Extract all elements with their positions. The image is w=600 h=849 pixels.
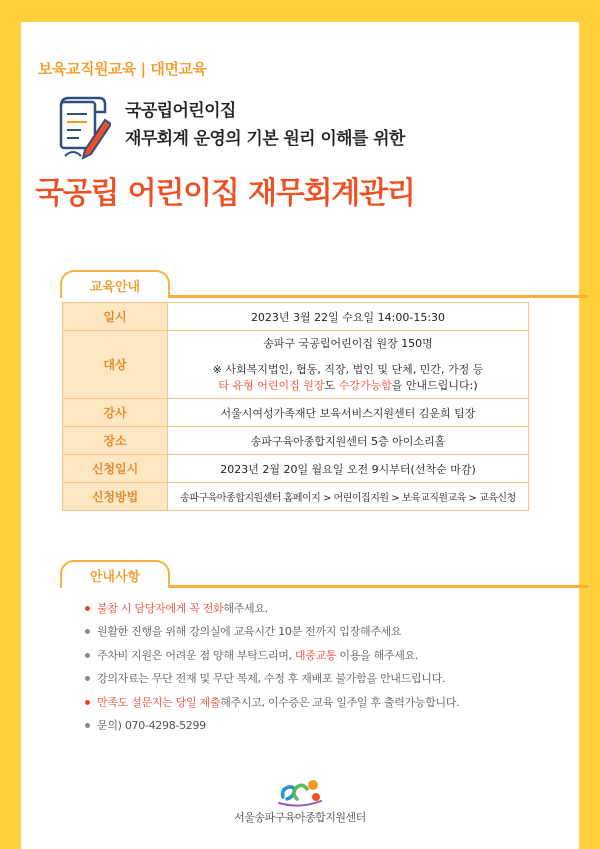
list-item	[85, 597, 459, 620]
education-info-table	[62, 302, 529, 511]
table-row-lecturer	[63, 399, 529, 427]
bullet-icon	[85, 723, 90, 728]
table-row-apply-date	[63, 455, 529, 483]
bullet-icon	[85, 629, 90, 634]
section-rule	[168, 295, 588, 298]
target-text-mid: 도	[324, 378, 339, 392]
bullet-icon	[85, 676, 90, 681]
row-value: 서울시여성가족재단 보육서비스지원센터 김운희 팀장	[168, 399, 529, 427]
target-highlight-2: 수강가능함	[338, 378, 392, 392]
list-item	[85, 691, 459, 714]
notice-highlight: 대중교통	[294, 648, 337, 662]
bullet-icon	[85, 606, 90, 611]
target-highlight-1: 타 유형 어린이집 원장	[218, 378, 325, 392]
row-key: 대상	[63, 331, 168, 399]
row-value: 송파구육아종합지원센터 5층 아이소리홀	[168, 427, 529, 455]
table-row-target	[63, 331, 529, 399]
notice-text: 이용을 해주세요.	[336, 648, 419, 662]
row-key: 신청방법	[63, 483, 168, 511]
organization-name: 서울송파구육아종합지원센터	[234, 811, 366, 824]
table-row-place	[63, 427, 529, 455]
row-key: 일시	[63, 303, 168, 331]
poster-kicker: 보육교직원교육 | 대면교육	[38, 60, 207, 78]
notice-text: 해주시고, 이수증은 교육 일주일 후 출력가능합니다.	[220, 695, 460, 709]
target-text-end: 을 안내드립니다:)	[391, 378, 478, 392]
row-value: 송파구육아종합지원센터 홈페이지 > 어린이집지원 > 보육교직원교육 > 교육신청	[168, 483, 529, 511]
row-key: 장소	[63, 427, 168, 455]
target-line-3	[172, 378, 524, 394]
section-rule	[168, 585, 588, 588]
row-key: 신청일시	[63, 455, 168, 483]
notice-highlight: 만족도 설문지는 당일 제출	[97, 695, 221, 709]
list-item	[85, 714, 459, 737]
notice-highlight: 불참 시 담당자에게 꼭 전화	[97, 602, 224, 615]
row-value: 2023년 2월 20일 월요일 오전 9시부터(선착순 마감)	[168, 455, 529, 483]
notices-label: 안내사항	[60, 560, 170, 588]
bullet-icon	[85, 700, 90, 705]
notice-text: 강의자료는 무단 전재 및 무단 복제, 수정 후 재배포 불가함을 안내드립니다.	[97, 672, 446, 686]
target-line-2: ※ 사회복지법인, 협동, 직장, 법인 및 단체, 민간, 가정 등	[212, 362, 484, 376]
main-title: 국공립 어린이집 재무회계관리	[35, 176, 415, 211]
row-value: 2023년 3월 22일 수요일 14:00-15:30	[168, 303, 529, 331]
bullet-icon	[85, 653, 90, 658]
target-line-1: 송파구 국공립어린이집 원장 150명	[263, 336, 433, 350]
list-item	[85, 667, 459, 690]
center-logo-icon	[277, 775, 323, 807]
education-info-label: 교육안내	[60, 270, 170, 298]
table-row-apply-method	[63, 483, 529, 511]
table-row-date	[63, 303, 529, 331]
contact-text: 문의) 070-4298-5299	[97, 718, 206, 732]
list-item	[85, 620, 459, 643]
notice-text: 해주세요.	[223, 602, 268, 615]
document-pen-icon	[55, 92, 111, 162]
title-line-2: 재무회계 운영의 기본 원리 이해를 위한	[125, 129, 405, 149]
row-value	[168, 331, 529, 399]
title-line-1: 국공립어린이집	[125, 101, 236, 121]
row-key: 강사	[63, 399, 168, 427]
list-item	[85, 644, 459, 667]
notice-list	[85, 597, 459, 737]
notice-text: 주차비 지원은 어려운 점 양해 부탁드리며,	[97, 648, 295, 662]
notice-text: 원활한 진행을 위해 강의실에 교육시간 10분 전까지 입장해주세요	[97, 625, 402, 639]
